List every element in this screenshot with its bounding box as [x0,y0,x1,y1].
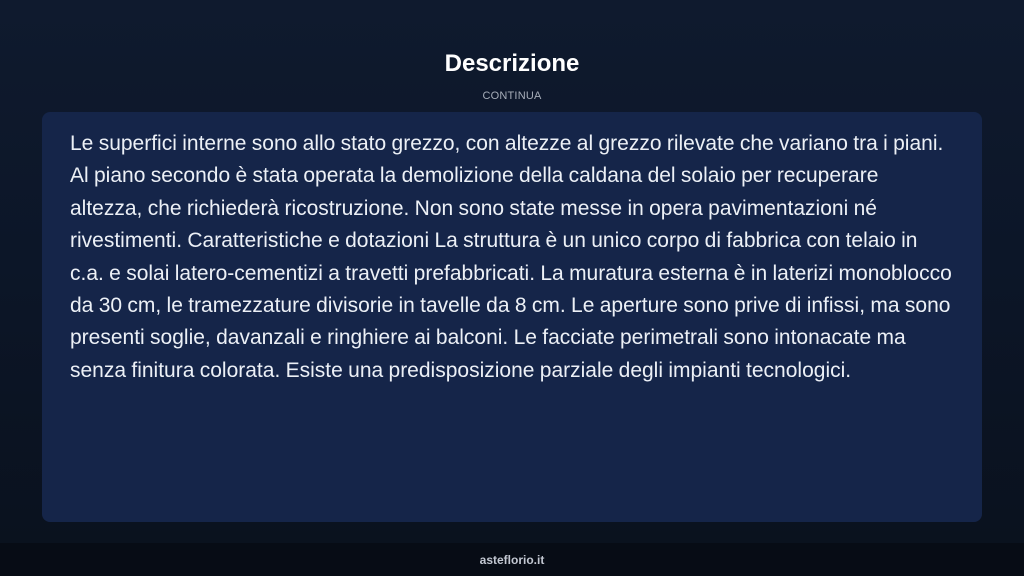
description-text: Le superfici interne sono allo stato grezzo, con altezze al grezzo rilevate che variano tra i piani. Al piano secondo è stata operata la demolizione della caldana del solaio per recuperare altezza, che richiederà ricostruzione. Non sono state messe in opera pavimentazioni né rivestimenti. Caratteristiche e dotazioni La struttura è un unico corpo di fabbrica con telaio in c.a. e solai latero-cementizi a travetti prefabbricati. La muratura esterna è in laterizi monoblocco da 30 cm, le tramezzature divisorie in tavelle da 8 cm. Le aperture sono prive di infissi, ma sono presenti soglie, davanzali e ringhiere ai balconi. Le facciate perimetrali sono intonacate ma senza finitura colorata. Esiste una predisposizione parziale degli impianti tecnologici. [70,132,952,382]
description-card [42,112,982,522]
footer-site-name: asteflorio.it [479,552,545,567]
page-title: Descrizione [444,50,580,77]
continua-label: CONTINUA [482,90,542,102]
footer-bar [0,543,1024,576]
